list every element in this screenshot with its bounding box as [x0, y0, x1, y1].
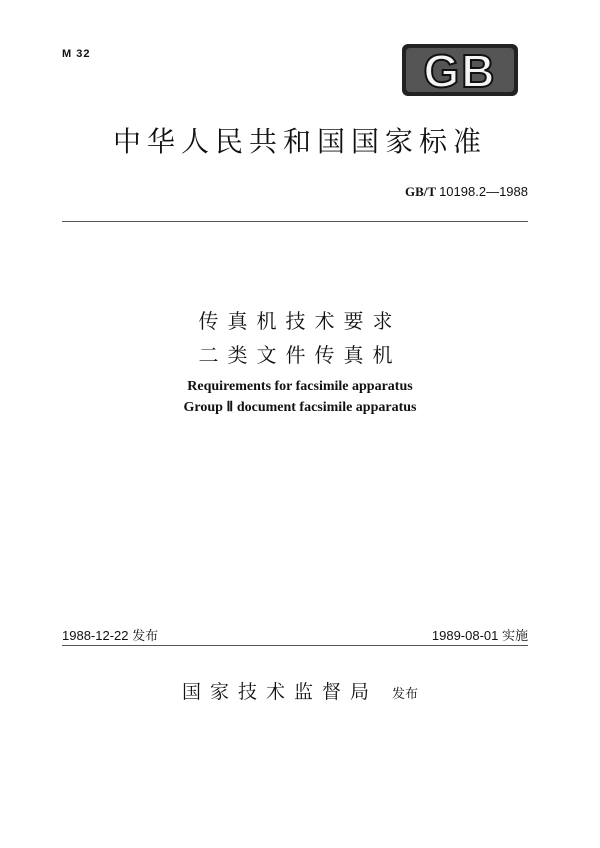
bottom-divider: [62, 645, 528, 646]
publisher-action: 发布: [392, 687, 419, 702]
gb-logo: [400, 40, 520, 100]
classification-code: M 32: [62, 48, 91, 60]
standard-title: 中华人民共和国国家标准: [112, 125, 487, 158]
top-divider: [62, 221, 528, 222]
document-title-cn-line1: 传真机技术要求: [198, 309, 402, 333]
document-title-cn-line2: 二类文件传真机: [198, 343, 402, 367]
effective-date: 1989-08-01 实施: [431, 628, 528, 643]
standard-prefix: GB/T: [404, 184, 436, 199]
gb-logo-text: GB: [423, 45, 497, 97]
issue-date: 1988-12-22 发布: [62, 628, 159, 643]
standard-number-value: 10198.2—1988: [439, 184, 528, 199]
document-title-en-line2: Group Ⅱ document facsimile apparatus: [183, 400, 417, 415]
publisher-organization: 国家技术监督局: [181, 681, 378, 703]
publisher: [0, 677, 600, 704]
standard-number: [405, 184, 528, 200]
document-title-en-line1: Requirements for facsimile apparatus: [187, 379, 413, 394]
